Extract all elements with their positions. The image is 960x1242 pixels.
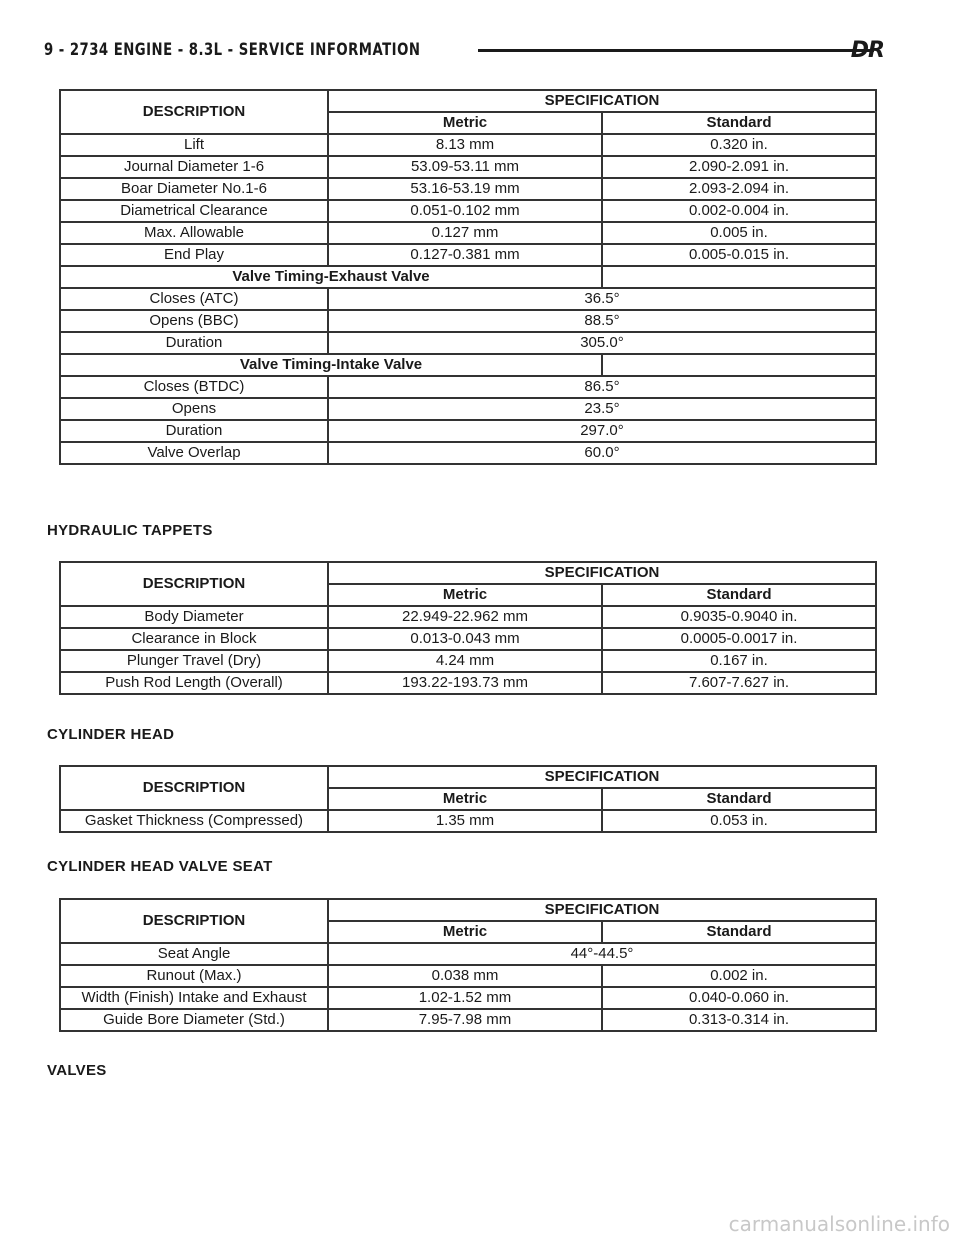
table-row (60, 672, 876, 694)
row-description: Journal Diameter 1-6 (60, 156, 328, 178)
table-row (60, 650, 876, 672)
row-standard: 7.607-7.627 in. (602, 672, 876, 694)
intake-valve-timing-heading: Valve Timing-Intake Valve (60, 354, 602, 376)
row-metric: 0.013-0.043 mm (328, 628, 602, 650)
row-description: Seat Angle (60, 943, 328, 965)
table-row (60, 442, 876, 464)
specification-header: SPECIFICATION (328, 90, 876, 112)
description-header: DESCRIPTION (60, 766, 328, 810)
table-row (60, 200, 876, 222)
row-value: 36.5° (328, 288, 876, 310)
row-description: Closes (BTDC) (60, 376, 328, 398)
row-description: Opens (60, 398, 328, 420)
row-description: Diametrical Clearance (60, 200, 328, 222)
row-value: 305.0° (328, 332, 876, 354)
empty-cell (602, 266, 876, 288)
row-standard: 0.320 in. (602, 134, 876, 156)
row-value: 88.5° (328, 310, 876, 332)
row-metric: 53.09-53.11 mm (328, 156, 602, 178)
row-metric: 193.22-193.73 mm (328, 672, 602, 694)
row-description: Body Diameter (60, 606, 328, 628)
standard-header: Standard (602, 788, 876, 810)
row-standard: 0.313-0.314 in. (602, 1009, 876, 1031)
row-description: Push Rod Length (Overall) (60, 672, 328, 694)
empty-cell (602, 354, 876, 376)
table-row (60, 178, 876, 200)
row-metric: 0.127-0.381 mm (328, 244, 602, 266)
row-description: Duration (60, 420, 328, 442)
row-value: 44°-44.5° (328, 943, 876, 965)
table-row (60, 987, 876, 1009)
page-header-title: 9 - 2734 ENGINE - 8.3L - SERVICE INFORMATION (44, 40, 421, 60)
row-standard: 0.002-0.004 in. (602, 200, 876, 222)
table-row (60, 156, 876, 178)
table-row (60, 376, 876, 398)
row-description: Clearance in Block (60, 628, 328, 650)
row-description: Max. Allowable (60, 222, 328, 244)
row-description: Closes (ATC) (60, 288, 328, 310)
row-standard: 0.053 in. (602, 810, 876, 832)
specification-header: SPECIFICATION (328, 562, 876, 584)
watermark: carmanualsonline.info (728, 1212, 950, 1236)
row-description: Guide Bore Diameter (Std.) (60, 1009, 328, 1031)
row-metric: 8.13 mm (328, 134, 602, 156)
table-row (60, 420, 876, 442)
standard-header: Standard (602, 584, 876, 606)
metric-header: Metric (328, 112, 602, 134)
metric-header: Metric (328, 788, 602, 810)
row-description: Runout (Max.) (60, 965, 328, 987)
row-metric: 1.35 mm (328, 810, 602, 832)
row-description: End Play (60, 244, 328, 266)
row-metric: 4.24 mm (328, 650, 602, 672)
row-standard: 2.093-2.094 in. (602, 178, 876, 200)
row-standard: 0.0005-0.0017 in. (602, 628, 876, 650)
valves-title: VALVES (47, 1062, 107, 1079)
table-row (60, 354, 876, 376)
row-metric: 0.051-0.102 mm (328, 200, 602, 222)
dr-logo: DR (850, 38, 884, 63)
row-metric: 22.949-22.962 mm (328, 606, 602, 628)
specification-header: SPECIFICATION (328, 766, 876, 788)
description-header: DESCRIPTION (60, 899, 328, 943)
row-description: Plunger Travel (Dry) (60, 650, 328, 672)
cylinder-head-valve-seat-table (59, 898, 877, 1032)
exhaust-valve-timing-heading: Valve Timing-Exhaust Valve (60, 266, 602, 288)
row-value: 23.5° (328, 398, 876, 420)
table-row (60, 628, 876, 650)
table-row (60, 332, 876, 354)
row-description: Gasket Thickness (Compressed) (60, 810, 328, 832)
row-value: 297.0° (328, 420, 876, 442)
metric-header: Metric (328, 921, 602, 943)
table-row (60, 606, 876, 628)
row-description: Duration (60, 332, 328, 354)
standard-header: Standard (602, 921, 876, 943)
row-standard: 0.9035-0.9040 in. (602, 606, 876, 628)
row-standard: 0.040-0.060 in. (602, 987, 876, 1009)
row-metric: 0.038 mm (328, 965, 602, 987)
table-row (60, 288, 876, 310)
header-rule (478, 49, 874, 52)
row-description: Opens (BBC) (60, 310, 328, 332)
row-standard: 0.005 in. (602, 222, 876, 244)
row-description: Boar Diameter No.1-6 (60, 178, 328, 200)
table-row (60, 266, 876, 288)
table-row (60, 1009, 876, 1031)
table-row (60, 398, 876, 420)
description-header: DESCRIPTION (60, 90, 328, 134)
standard-header: Standard (602, 112, 876, 134)
table-row (60, 965, 876, 987)
row-metric: 0.127 mm (328, 222, 602, 244)
cylinder-head-table (59, 765, 877, 833)
camshaft-spec-table (59, 89, 877, 465)
cylinder-head-title: CYLINDER HEAD (47, 726, 175, 743)
row-value: 86.5° (328, 376, 876, 398)
row-standard: 0.167 in. (602, 650, 876, 672)
row-standard: 2.090-2.091 in. (602, 156, 876, 178)
table-row (60, 222, 876, 244)
cylinder-head-valve-seat-title: CYLINDER HEAD VALVE SEAT (47, 858, 273, 875)
table-row (60, 943, 876, 965)
metric-header: Metric (328, 584, 602, 606)
row-metric: 7.95-7.98 mm (328, 1009, 602, 1031)
row-description: Width (Finish) Intake and Exhaust (60, 987, 328, 1009)
row-metric: 1.02-1.52 mm (328, 987, 602, 1009)
row-value: 60.0° (328, 442, 876, 464)
specification-header: SPECIFICATION (328, 899, 876, 921)
hydraulic-tappets-title: HYDRAULIC TAPPETS (47, 522, 213, 539)
description-header: DESCRIPTION (60, 562, 328, 606)
table-row (60, 810, 876, 832)
table-row (60, 244, 876, 266)
row-standard: 0.002 in. (602, 965, 876, 987)
hydraulic-tappets-table (59, 561, 877, 695)
row-description: Valve Overlap (60, 442, 328, 464)
row-standard: 0.005-0.015 in. (602, 244, 876, 266)
row-metric: 53.16-53.19 mm (328, 178, 602, 200)
page-header (44, 36, 884, 66)
table-row (60, 134, 876, 156)
row-description: Lift (60, 134, 328, 156)
table-row (60, 310, 876, 332)
